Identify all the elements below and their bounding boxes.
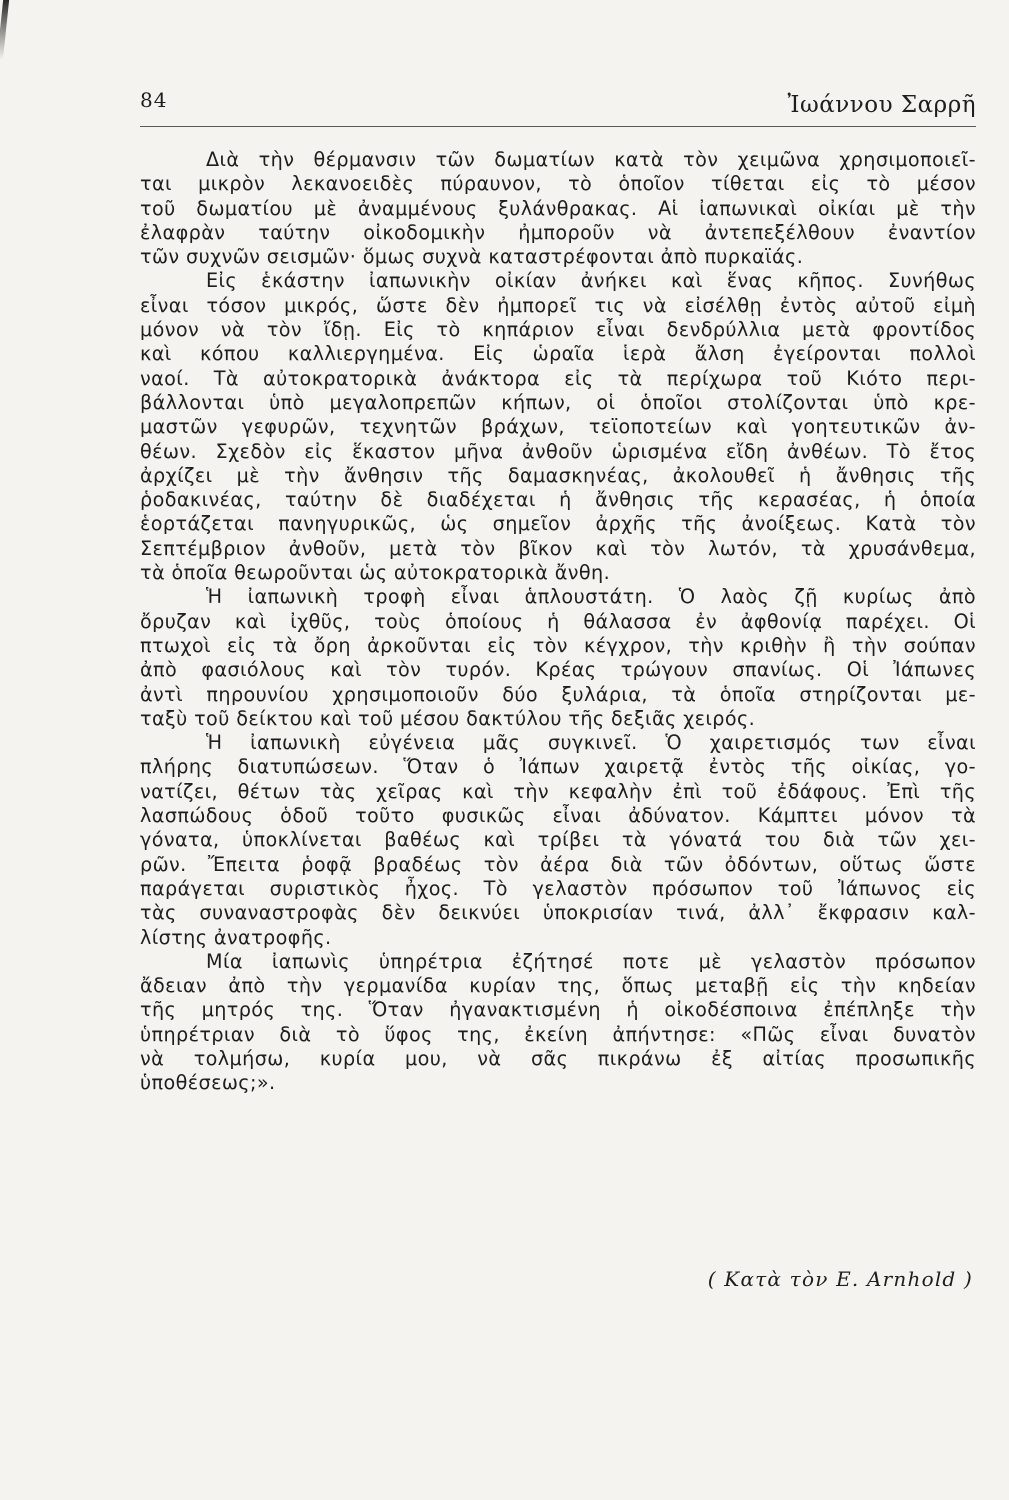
text-line: νὰ τολμήσω, κυρία μου, νὰ σᾶς πικράνω ἐξ αἰτίας προσωπικῆς [140,1046,976,1070]
text-line: μόνον νὰ τὸν ἴδῃ. Εἰς τὸ κηπάριον εἶναι δενδρύλλια μετὰ φροντίδος [140,318,976,342]
page-number: 84 [140,88,168,112]
text-line: πτωχοὶ εἰς τὰ ὄρη ἀρκοῦνται εἰς τὸν κέγχρον, τὴν κριθὴν ἢ τὴν σούπαν [140,633,976,657]
text-line: ἐλαφρὰν ταύτην οἰκοδομικὴν ἠμποροῦν νὰ ἀντεπεξέλθουν ἐναντίον [140,220,976,244]
attribution: ( Κατὰ τὸν Ε. Arnhold ) [707,1267,973,1291]
text-line: πλήρης διατυπώσεων. Ὅταν ὁ Ἰάπων χαιρετᾷ ἐντὸς τῆς οἰκίας, γο- [140,755,976,779]
text-line: ται μικρὸν λεκανοειδὲς πύραυνον, τὸ ὁποῖον τίθεται εἰς τὸ μέσον [140,172,976,196]
text-line: ὑπηρέτριαν διὰ τὸ ὕφος της, ἐκείνη ἀπήντησε: «Πῶς εἶναι δυνατὸν [140,1022,976,1046]
text-line: ἀρχίζει μὲ τὴν ἄνθησιν τῆς δαμασκηνέας, ἀκολουθεῖ ἡ ἄνθησις τῆς [140,463,976,487]
text-line: Σεπτέμβριον ἀνθοῦν, μετὰ τὸν βῖκον καὶ τὸν λωτόν, τὰ χρυσάνθεμα, [140,536,976,560]
running-head: Ἰωάννου Σαρρῆ [787,92,976,118]
text-line: ναοί. Τὰ αὐτοκρατορικὰ ἀνάκτορα εἰς τὰ περίχωρα τοῦ Κιότο περι- [140,366,976,390]
body-text [140,148,976,1096]
text-line: ἀπὸ φασιόλους καὶ τὸν τυρόν. Κρέας τρώγουν σπανίως. Οἱ Ἰάπωνες [140,658,976,682]
text-line: Διὰ τὴν θέρμανσιν τῶν δωματίων κατὰ τὸν χειμῶνα χρησιμοποιεῖ- [206,148,976,171]
text-line: ὑποθέσεως;». [140,1071,276,1095]
text-line: Ἡ ἰαπωνικὴ εὐγένεια μᾶς συγκινεῖ. Ὁ χαιρετισμός των εἶναι [206,731,976,755]
text-line: ρῶν. Ἔπειτα ῥοφᾷ βραδέως τὸν ἀέρα διὰ τῶν ὀδόντων, οὕτως ὥστε [140,852,976,876]
text-line: τὰς συναναστροφὰς δὲν δεικνύει ὑποκρισίαν τινά, ἀλλ᾽ ἔκφρασιν καλ- [140,901,976,925]
text-line: ἄδειαν ἀπὸ τὴν γερμανίδα κυρίαν της, ὅπως μεταβῇ εἰς τὴν κηδείαν [140,974,976,998]
text-line: τὰ ὁποῖα θεωροῦνται ὡς αὐτοκρατορικὰ ἄνθη. [140,561,611,585]
text-line: παράγεται συριστικὸς ἦχος. Τὸ γελαστὸν πρόσωπον τοῦ Ἰάπωνος εἰς [140,876,976,900]
text-line: μαστῶν γεφυρῶν, τεχνητῶν βράχων, τεϊοποτείων καὶ γοητευτικῶν ἀν- [140,415,976,439]
text-line: εἶναι τόσον μικρός, ὥστε δὲν ἠμπορεῖ τις νὰ εἰσέλθῃ ἐντὸς αὐτοῦ εἰμὴ [140,293,976,317]
text-line: ἑορτάζεται πανηγυρικῶς, ὡς σημεῖον ἀρχῆς τῆς ἀνοίξεως. Κατὰ τὸν [140,512,976,536]
text-line: γόνατα, ὑποκλίνεται βαθέως καὶ τρίβει τὰ γόνατά του διὰ τῶν χει- [140,828,976,852]
text-line: καὶ κόπου καλλιεργημένα. Εἰς ὡραῖα ἱερὰ ἄλση ἐγείρονται πολλοὶ [140,342,976,366]
text-line: ταξὺ τοῦ δείκτου καὶ τοῦ μέσου δακτύλου τῆς δεξιᾶς χειρός. [140,706,756,730]
text-line: ὄρυζαν καὶ ἰχθῦς, τοὺς ὁποίους ἡ θάλασσα ἐν ἀφθονίᾳ παρέχει. Οἱ [140,609,976,633]
text-line: ἀντὶ πηρουνίου χρησιμοποιοῦν δύο ξυλάρια, τὰ ὁποῖα στηρίζονται με- [140,682,976,706]
text-line: τοῦ δωματίου μὲ ἀναμμένους ξυλάνθρακας. Αἱ ἰαπωνικαὶ οἰκίαι μὲ τὴν [140,196,976,220]
text-line: Ἡ ἰαπωνικὴ τροφὴ εἶναι ἁπλουστάτη. Ὁ λαὸς ζῇ κυρίως ἀπὸ [206,585,976,609]
text-line: νατίζει, θέτων τὰς χεῖρας καὶ τὴν κεφαλὴν ἐπὶ τοῦ ἐδάφους. Ἐπὶ τῆς [140,779,976,803]
text-line: βάλλονται ὑπὸ μεγαλοπρεπῶν κήπων, οἱ ὁποῖοι στολίζονται ὑπὸ κρε- [140,390,976,414]
text-line: θέων. Σχεδὸν εἰς ἕκαστον μῆνα ἀνθοῦν ὡρισμένα εἴδη ἀνθέων. Τὸ ἔτος [140,439,976,463]
scan-edge-mark [0,0,9,60]
text-line: λασπώδους ὁδοῦ τοῦτο φυσικῶς εἶναι ἀδύνατον. Κάμπτει μόνον τὰ [140,804,976,828]
text-line: ῥοδακινέας, ταύτην δὲ διαδέχεται ἡ ἄνθησις τῆς κερασέας, ἡ ὁποία [140,488,976,512]
page-header [140,86,976,127]
text-line: τῶν συχνῶν σεισμῶν· ὅμως συχνὰ καταστρέφονται ἀπὸ πυρκαϊάς. [140,245,804,269]
text-line: Μία ἰαπωνὶς ὑπηρέτρια ἐζήτησέ ποτε μὲ γελαστὸν πρόσωπον [206,949,976,973]
text-line: τῆς μητρός της. Ὅταν ἠγανακτισμένη ἡ οἰκοδέσποινα ἐπέπληξε τὴν [140,998,976,1022]
text-line: λίστης ἀνατροφῆς. [140,925,332,949]
text-line: Εἰς ἑκάστην ἰαπωνικὴν οἰκίαν ἀνήκει καὶ ἕνας κῆπος. Συνήθως [206,269,976,293]
